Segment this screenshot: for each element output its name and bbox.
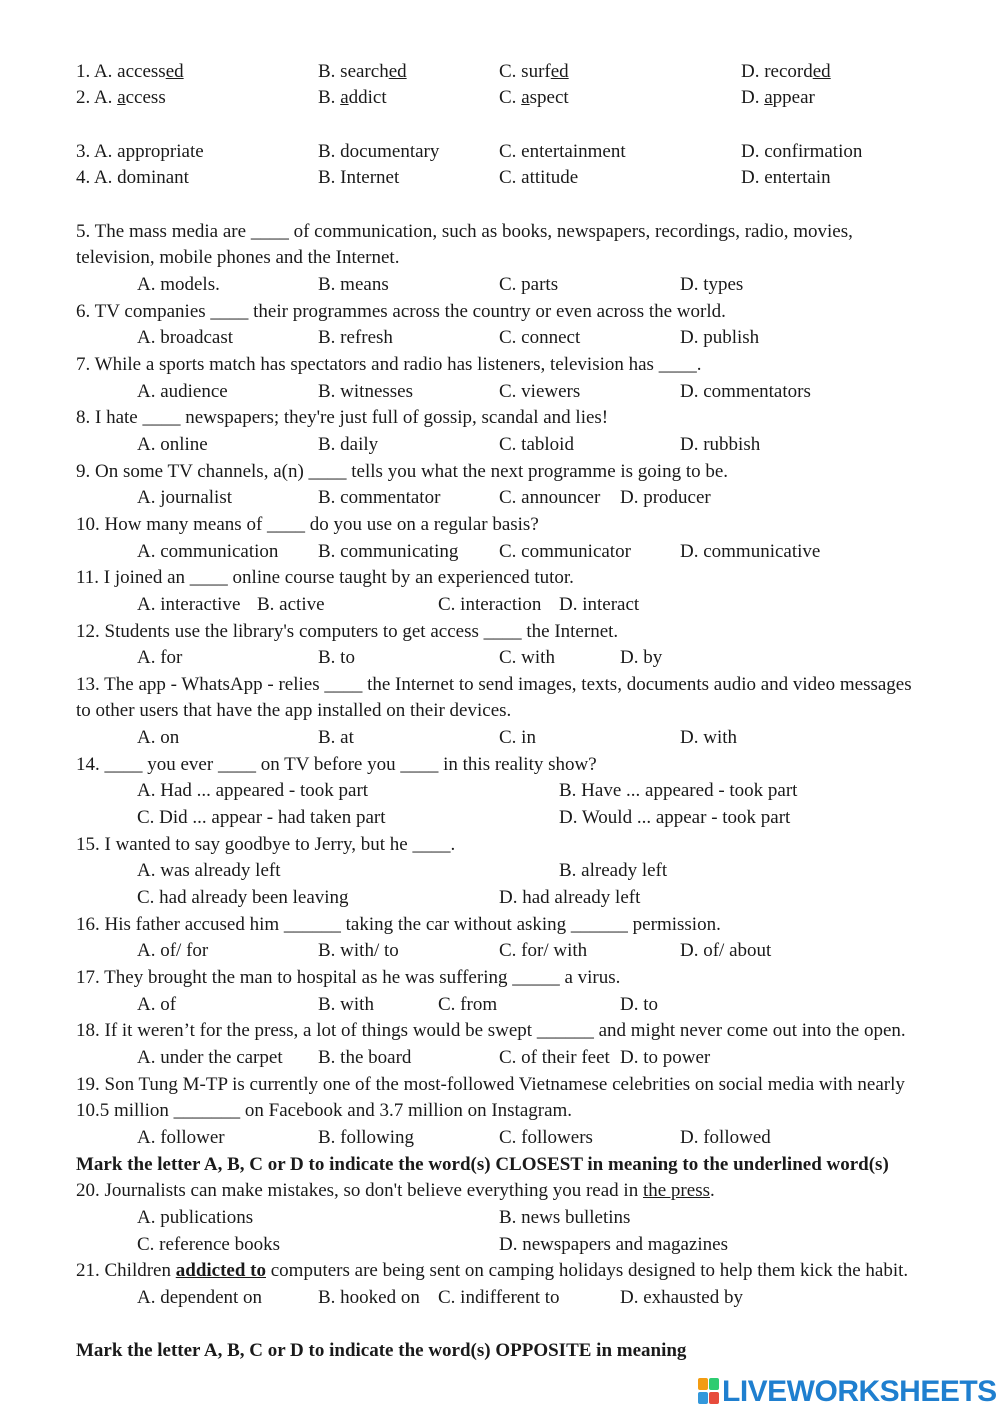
q19-stem: 19. Son Tung M-TP is currently one of the most-followed Vietnamese celebrities on social media with nearly xyxy=(76,1074,905,1095)
q9-option-c: C. announcer xyxy=(499,487,601,508)
q14-stem: 14. ____ you ever ____ on TV before you ____ in this reality show? xyxy=(76,754,597,775)
instruction-opposite: Mark the letter A, B, C or D to indicate the word(s) OPPOSITE in meaning xyxy=(76,1340,687,1361)
q9-option-b: B. commentator xyxy=(318,487,441,508)
q12-option-c: C. with xyxy=(499,647,555,668)
q15-option-b: B. already left xyxy=(559,860,668,881)
q5-stem: 5. The mass media are ____ of communication, such as books, newspapers, recordings, radio, movies, xyxy=(76,221,853,242)
q3-option-b: B. documentary xyxy=(318,141,440,162)
q15-stem: 15. I wanted to say goodbye to Jerry, but he ____. xyxy=(76,834,456,855)
q19-stem-cont: 10.5 million _______ on Facebook and 3.7 million on Instagram. xyxy=(76,1100,573,1121)
q2-option-c: C. aspect xyxy=(499,87,569,108)
q9-stem: 9. On some TV channels, a(n) ____ tells you what the next programme is going to be. xyxy=(76,461,729,482)
q14-option-b: B. Have ... appeared - took part xyxy=(559,780,798,801)
q7-option-d: D. commentators xyxy=(680,381,811,402)
q8-option-b: B. daily xyxy=(318,434,379,455)
q4-option-c: C. attitude xyxy=(499,167,579,188)
q19-option-a: A. follower xyxy=(137,1127,225,1148)
q1-option-d: D. recorded xyxy=(741,61,831,82)
q10-stem: 10. How many means of ____ do you use on a regular basis? xyxy=(76,514,539,535)
q21-underlined: addicted to xyxy=(175,1260,266,1281)
q16-option-b: B. with/ to xyxy=(318,940,399,961)
q13-option-b: B. at xyxy=(318,727,354,748)
q16-option-c: C. for/ with xyxy=(499,940,588,961)
q18-option-b: B. the board xyxy=(318,1047,412,1068)
q1-option-b: B. searched xyxy=(318,61,407,82)
q17-option-d: D. to xyxy=(620,994,658,1015)
liveworksheets-logo-text: LIVEWORKSHEETS xyxy=(722,1375,997,1408)
q4-option-a: 4. A. dominant xyxy=(76,167,189,188)
q7-stem: 7. While a sports match has spectators and radio has listeners, television has ____. xyxy=(76,354,702,375)
q1-option-a: 1. A. accessed xyxy=(76,61,184,82)
q10-option-a: A. communication xyxy=(137,541,279,562)
q20-option-a: A. publications xyxy=(137,1207,254,1228)
q8-option-d: D. rubbish xyxy=(680,434,761,455)
q18-option-a: A. under the carpet xyxy=(137,1047,283,1068)
q20-underlined: the press xyxy=(642,1180,710,1201)
q21-option-c: C. indifferent to xyxy=(438,1287,560,1308)
q7-option-a: A. audience xyxy=(137,381,228,402)
q12-stem: 12. Students use the library's computers to get access ____ the Internet. xyxy=(76,621,619,642)
q5-option-b: B. means xyxy=(318,274,389,295)
q21-stem: 21. Children addicted to computers are being sent on camping holidays designed to help them kick the habit. xyxy=(76,1260,909,1281)
q14-option-c: C. Did ... appear - had taken part xyxy=(137,807,386,828)
q15-option-a: A. was already left xyxy=(137,860,281,881)
q9-option-d: D. producer xyxy=(620,487,711,508)
q13-stem: 13. The app - WhatsApp - relies ____ the Internet to send images, texts, documents audio and video messages xyxy=(76,674,912,695)
q19-option-d: D. followed xyxy=(680,1127,771,1148)
q6-option-b: B. refresh xyxy=(318,327,393,348)
q6-stem: 6. TV companies ____ their programmes across the country or even across the world. xyxy=(76,301,726,322)
q1-option-c: C. surfed xyxy=(499,61,569,82)
q2-option-a: 2. A. access xyxy=(76,87,166,108)
q3-option-a: 3. A. appropriate xyxy=(76,141,204,162)
q12-option-d: D. by xyxy=(620,647,663,668)
q20-option-d: D. newspapers and magazines xyxy=(499,1234,728,1255)
q6-option-d: D. publish xyxy=(680,327,760,348)
q5-option-a: A. models. xyxy=(137,274,220,295)
q9-option-a: A. journalist xyxy=(137,487,232,508)
q13-stem-cont: to other users that have the app installed on their devices. xyxy=(76,700,512,721)
q16-option-d: D. of/ about xyxy=(680,940,772,961)
q16-option-a: A. of/ for xyxy=(137,940,209,961)
q11-option-b: B. active xyxy=(257,594,325,615)
instruction-closest: Mark the letter A, B, C or D to indicate the word(s) CLOSEST in meaning to the underlined word(s) xyxy=(76,1154,889,1175)
q18-option-d: D. to power xyxy=(620,1047,711,1068)
q12-option-b: B. to xyxy=(318,647,355,668)
q8-option-a: A. online xyxy=(137,434,208,455)
q7-option-c: C. viewers xyxy=(499,381,581,402)
q18-stem: 18. If it weren’t for the press, a lot of things would be swept ______ and might never come out into the open. xyxy=(76,1020,906,1041)
q10-option-b: B. communicating xyxy=(318,541,459,562)
q21-option-a: A. dependent on xyxy=(137,1287,263,1308)
q4-option-b: B. Internet xyxy=(318,167,400,188)
q14-option-d: D. Would ... appear - took part xyxy=(559,807,791,828)
q16-stem: 16. His father accused him ______ taking the car without asking ______ permission. xyxy=(76,914,721,935)
q17-option-c: C. from xyxy=(438,994,498,1015)
q20-option-c: C. reference books xyxy=(137,1234,280,1255)
q5-option-c: C. parts xyxy=(499,274,559,295)
q4-option-d: D. entertain xyxy=(741,167,831,188)
q17-stem: 17. They brought the man to hospital as he was suffering _____ a virus. xyxy=(76,967,621,988)
q17-option-a: A. of xyxy=(137,994,177,1015)
q13-option-c: C. in xyxy=(499,727,536,748)
q6-option-c: C. connect xyxy=(499,327,581,348)
q14-option-a: A. Had ... appeared - took part xyxy=(137,780,369,801)
q3-option-c: C. entertainment xyxy=(499,141,626,162)
liveworksheets-logo xyxy=(698,1375,997,1409)
q2-option-d: D. appear xyxy=(741,87,815,108)
q20-stem: 20. Journalists can make mistakes, so don't believe everything you read in the press. xyxy=(76,1180,715,1201)
q8-stem: 8. I hate ____ newspapers; they're just full of gossip, scandal and lies! xyxy=(76,407,609,428)
q21-option-d: D. exhausted by xyxy=(620,1287,743,1308)
q11-option-d: D. interact xyxy=(559,594,640,615)
q10-option-c: C. communicator xyxy=(499,541,631,562)
q11-option-c: C. interaction xyxy=(438,594,542,615)
q15-option-d: D. had already left xyxy=(499,887,641,908)
q13-option-d: D. with xyxy=(680,727,737,748)
liveworksheets-logo-icon xyxy=(698,1378,720,1406)
q3-option-d: D. confirmation xyxy=(741,141,863,162)
q18-option-c: C. of their feet xyxy=(499,1047,610,1068)
q8-option-c: C. tabloid xyxy=(499,434,574,455)
q7-option-b: B. witnesses xyxy=(318,381,413,402)
q10-option-d: D. communicative xyxy=(680,541,821,562)
q20-option-b: B. news bulletins xyxy=(499,1207,631,1228)
q15-option-c: C. had already been leaving xyxy=(137,887,349,908)
q2-option-b: B. addict xyxy=(318,87,387,108)
q5-stem-cont: television, mobile phones and the Internet. xyxy=(76,247,400,268)
q11-option-a: A. interactive xyxy=(137,594,241,615)
q17-option-b: B. with xyxy=(318,994,374,1015)
q6-option-a: A. broadcast xyxy=(137,327,234,348)
q19-option-b: B. following xyxy=(318,1127,415,1148)
q21-option-b: B. hooked on xyxy=(318,1287,420,1308)
q5-option-d: D. types xyxy=(680,274,744,295)
q11-stem: 11. I joined an ____ online course taught by an experienced tutor. xyxy=(76,567,574,588)
q12-option-a: A. for xyxy=(137,647,183,668)
q13-option-a: A. on xyxy=(137,727,180,748)
q19-option-c: C. followers xyxy=(499,1127,593,1148)
